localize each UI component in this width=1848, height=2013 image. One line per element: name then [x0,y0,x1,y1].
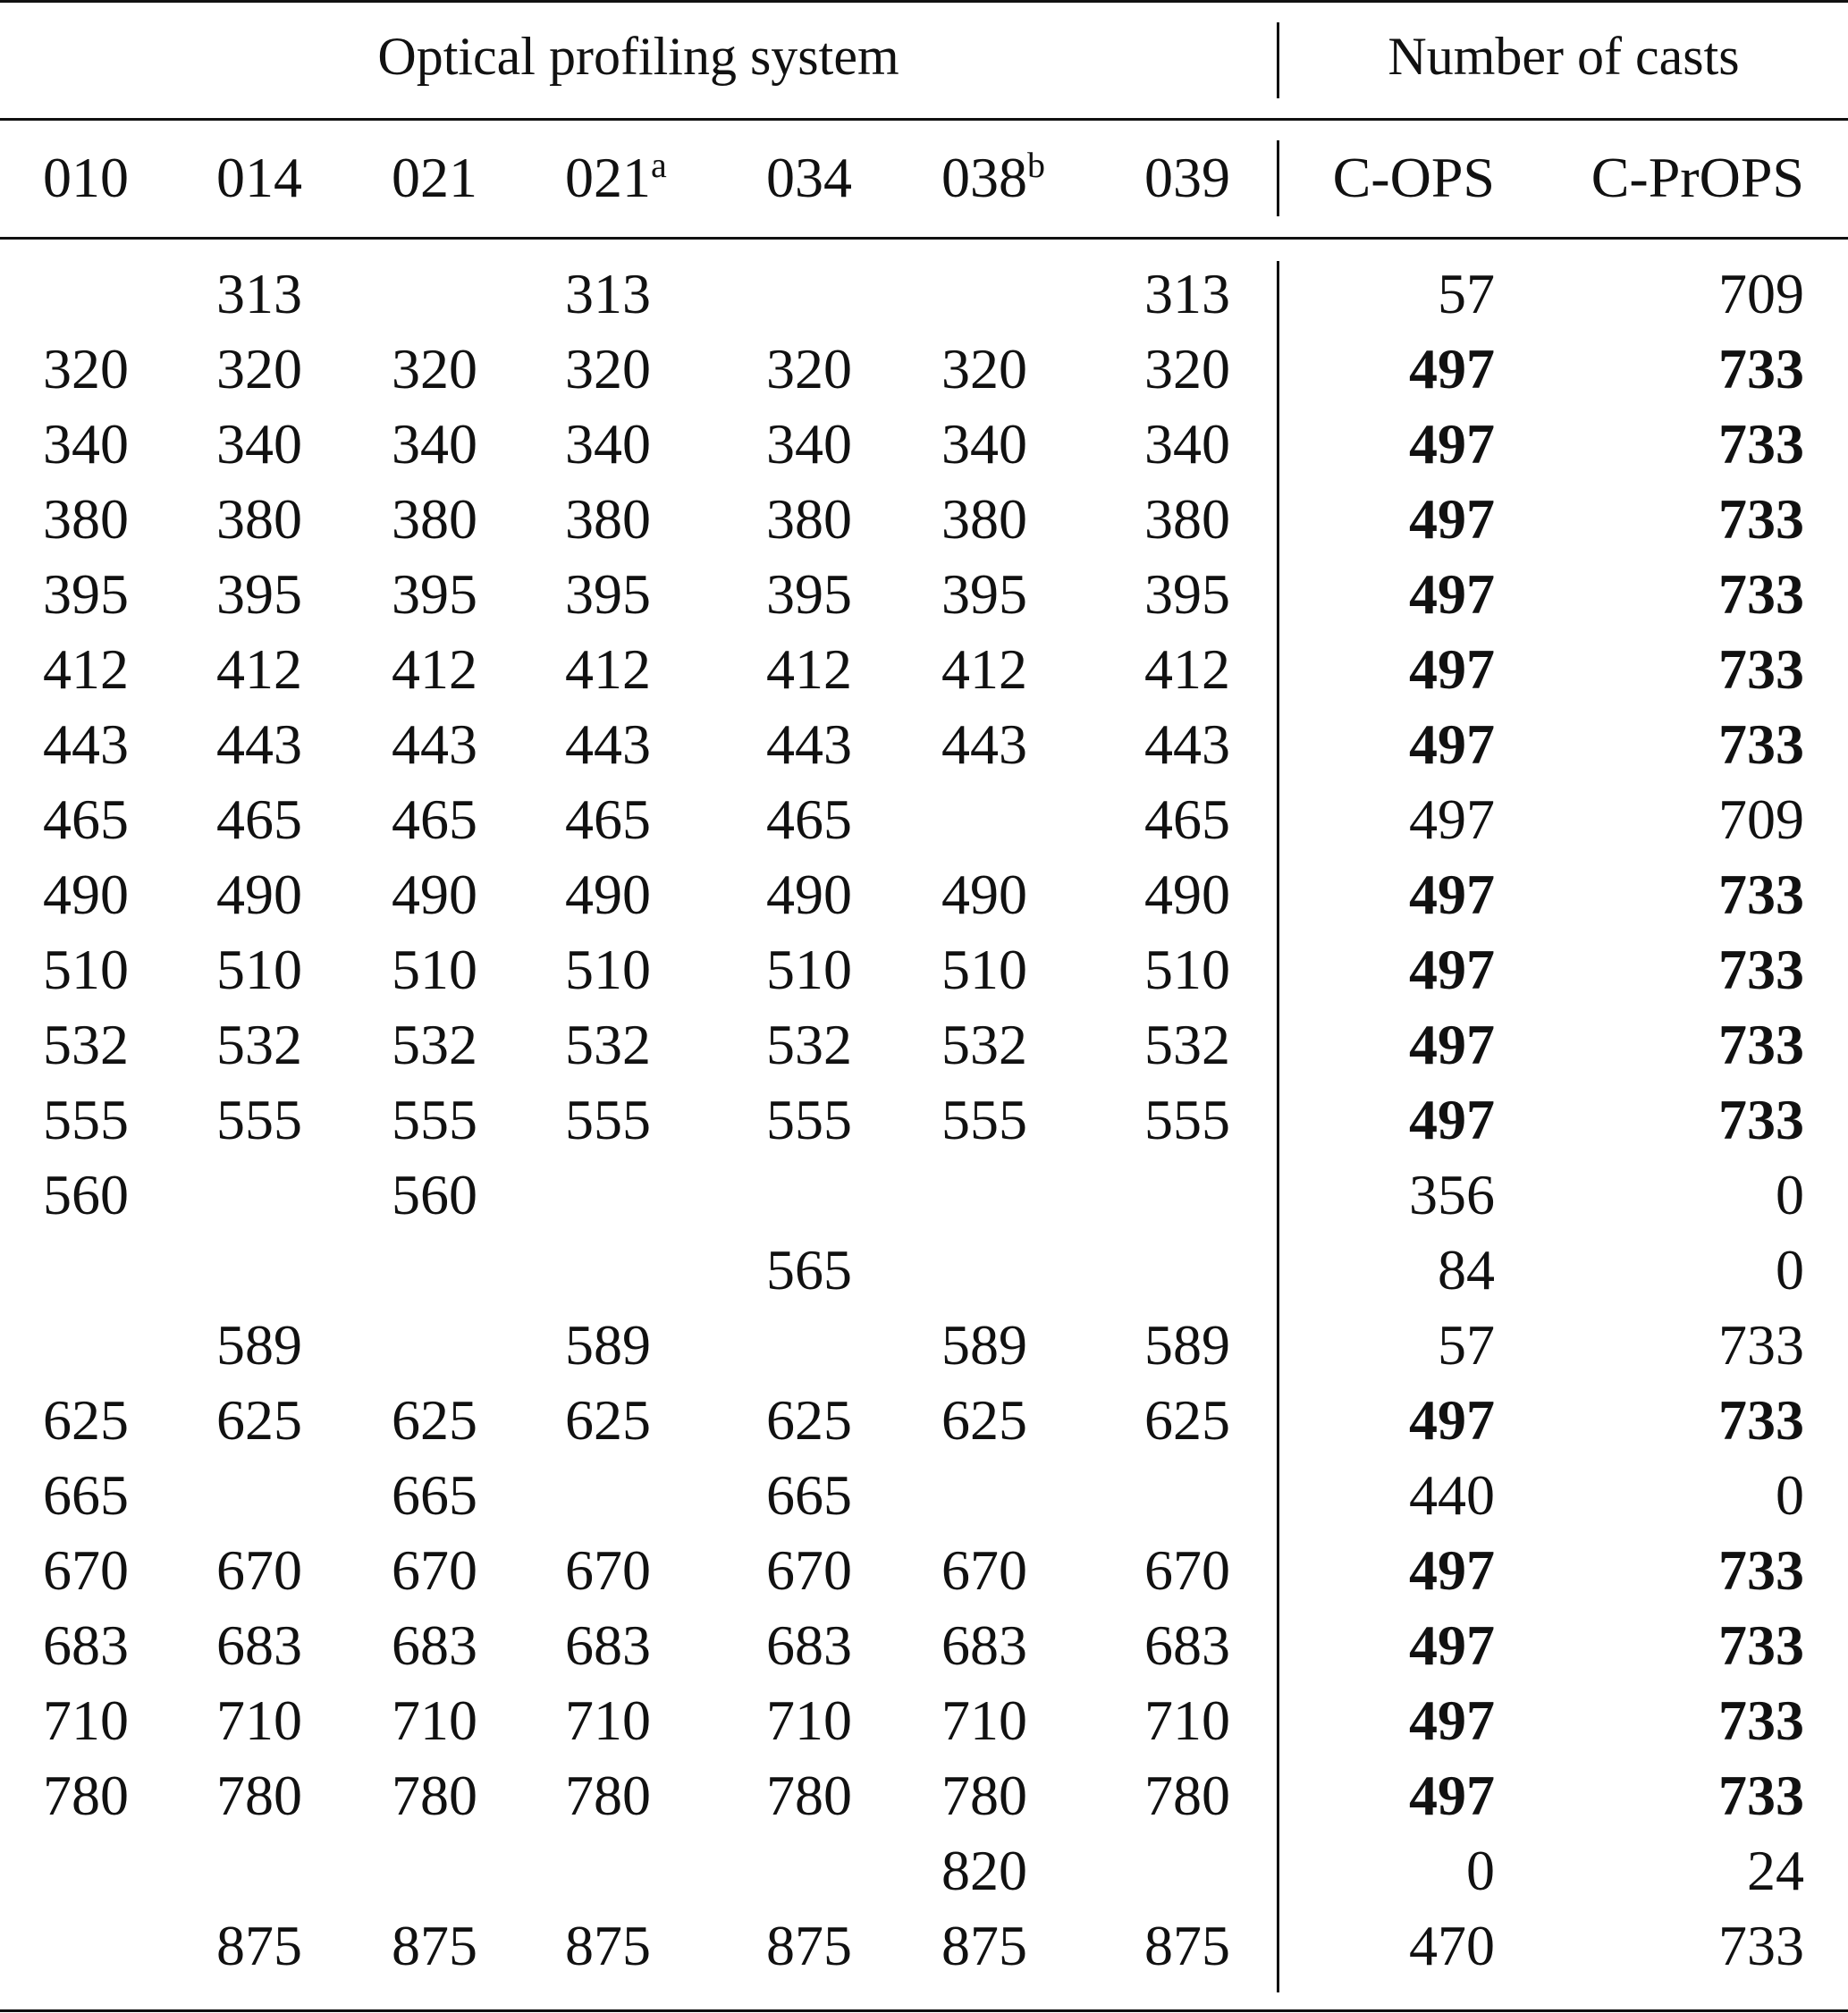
cell-wavelength-021a: 465 [565,788,651,851]
cell-count-crops: 733 [1718,1088,1804,1151]
cell-wavelength-014: 313 [216,262,302,325]
cell-wavelength-039: 510 [1144,938,1230,1001]
cell-wavelength-039: 313 [1144,262,1230,325]
cell-wavelength-021a: 589 [565,1313,651,1377]
cell-wavelength-021: 665 [392,1463,477,1527]
column-header-cops [1333,145,1495,211]
cell-wavelength-010: 443 [43,712,129,776]
cell-count-cops: 497 [1409,788,1495,851]
cell-count-cops: 497 [1409,863,1495,926]
cell-wavelength-038b: 589 [941,1313,1027,1377]
cell-count-crops: 733 [1718,337,1804,400]
cell-wavelength-021: 443 [392,712,477,776]
cell-wavelength-010: 395 [43,562,129,626]
cell-wavelength-038b: 670 [941,1538,1027,1602]
cell-wavelength-034: 412 [766,637,852,701]
cell-wavelength-021: 412 [392,637,477,701]
cell-wavelength-038b: 320 [941,337,1027,400]
cell-wavelength-021a: 683 [565,1613,651,1677]
group-header-number-of-casts: Number of casts [1388,27,1740,86]
cell-wavelength-039: 490 [1144,863,1230,926]
cell-wavelength-034: 710 [766,1689,852,1752]
cell-wavelength-014: 875 [216,1914,302,1977]
cell-wavelength-014: 490 [216,863,302,926]
column-header-rule [0,237,1848,240]
cell-wavelength-039: 589 [1144,1313,1230,1377]
cell-wavelength-039: 670 [1144,1538,1230,1602]
cell-wavelength-034: 670 [766,1538,852,1602]
cell-count-crops: 0 [1776,1463,1804,1527]
cell-wavelength-038b: 710 [941,1689,1027,1752]
cell-wavelength-034: 875 [766,1914,852,1977]
cell-count-cops: 497 [1409,712,1495,776]
cell-wavelength-010: 683 [43,1613,129,1677]
cell-count-cops: 84 [1438,1238,1495,1301]
cell-wavelength-010: 625 [43,1388,129,1452]
cell-wavelength-034: 555 [766,1088,852,1151]
cell-wavelength-010: 320 [43,337,129,400]
cell-wavelength-034: 532 [766,1013,852,1076]
cell-wavelength-038b: 555 [941,1088,1027,1151]
cell-wavelength-010: 412 [43,637,129,701]
cell-count-cops: 497 [1409,1764,1495,1827]
cell-wavelength-034: 683 [766,1613,852,1677]
column-header-021 [392,145,477,211]
cell-wavelength-034: 320 [766,337,852,400]
cell-wavelength-034: 465 [766,788,852,851]
cell-wavelength-034: 340 [766,412,852,476]
cell-wavelength-014: 780 [216,1764,302,1827]
cell-count-crops: 733 [1718,1764,1804,1827]
cell-wavelength-014: 710 [216,1689,302,1752]
cell-wavelength-034: 565 [766,1238,852,1301]
cell-wavelength-021a: 395 [565,562,651,626]
cell-count-crops: 733 [1718,1313,1804,1377]
cell-count-crops: 0 [1776,1238,1804,1301]
cell-wavelength-014: 443 [216,712,302,776]
cell-wavelength-021a: 670 [565,1538,651,1602]
cell-wavelength-010: 665 [43,1463,129,1527]
cell-wavelength-010: 465 [43,788,129,851]
cell-count-cops: 497 [1409,337,1495,400]
cell-wavelength-010: 670 [43,1538,129,1602]
cell-wavelength-021: 683 [392,1613,477,1677]
cell-wavelength-021: 380 [392,487,477,551]
cell-wavelength-021a: 875 [565,1914,651,1977]
cell-count-crops: 733 [1718,1914,1804,1977]
cell-count-cops: 497 [1409,487,1495,551]
column-header-034 [766,145,852,211]
column-header-014 [216,145,302,211]
cell-wavelength-021a: 555 [565,1088,651,1151]
cell-wavelength-034: 380 [766,487,852,551]
cell-wavelength-021: 465 [392,788,477,851]
cell-wavelength-039: 532 [1144,1013,1230,1076]
cell-wavelength-038b: 875 [941,1914,1027,1977]
cell-wavelength-010: 490 [43,863,129,926]
cell-wavelength-039: 380 [1144,487,1230,551]
cell-wavelength-038b: 443 [941,712,1027,776]
cell-wavelength-014: 380 [216,487,302,551]
cell-wavelength-021: 395 [392,562,477,626]
cell-wavelength-021: 510 [392,938,477,1001]
cell-count-crops: 733 [1718,1689,1804,1752]
cell-wavelength-039: 555 [1144,1088,1230,1151]
cell-wavelength-021a: 532 [565,1013,651,1076]
cell-wavelength-021a: 510 [565,938,651,1001]
cell-wavelength-038b: 412 [941,637,1027,701]
column-header-label: 039 [1144,146,1230,209]
cell-wavelength-014: 395 [216,562,302,626]
column-header-label: 038 [941,146,1027,209]
cell-wavelength-039: 340 [1144,412,1230,476]
cell-wavelength-038b: 490 [941,863,1027,926]
group-header-optical-profiling-system: Optical profiling system [377,27,899,86]
cell-wavelength-021a: 625 [565,1388,651,1452]
cell-count-crops: 733 [1718,1388,1804,1452]
cell-wavelength-010: 555 [43,1088,129,1151]
cell-wavelength-038b: 625 [941,1388,1027,1452]
group-header-rule [0,118,1848,121]
cell-wavelength-021a: 490 [565,863,651,926]
cell-wavelength-038b: 340 [941,412,1027,476]
cell-wavelength-010: 560 [43,1163,129,1226]
cell-count-crops: 24 [1747,1839,1804,1902]
cell-wavelength-010: 510 [43,938,129,1001]
cell-count-cops: 497 [1409,1613,1495,1677]
cell-wavelength-039: 780 [1144,1764,1230,1827]
cell-wavelength-021a: 320 [565,337,651,400]
cell-count-crops: 733 [1718,938,1804,1001]
cell-wavelength-010: 380 [43,487,129,551]
cell-wavelength-038b: 380 [941,487,1027,551]
cell-count-crops: 709 [1718,788,1804,851]
column-header-039 [1144,145,1230,211]
cell-wavelength-014: 683 [216,1613,302,1677]
cell-count-cops: 497 [1409,1689,1495,1752]
cell-count-cops: 356 [1409,1163,1495,1226]
column-header-label: C-OPS [1332,146,1495,209]
cell-wavelength-010: 710 [43,1689,129,1752]
cell-count-crops: 733 [1718,637,1804,701]
cell-wavelength-021: 625 [392,1388,477,1452]
cell-count-cops: 470 [1409,1914,1495,1977]
cell-wavelength-021: 532 [392,1013,477,1076]
cell-wavelength-014: 589 [216,1313,302,1377]
cell-count-crops: 733 [1718,712,1804,776]
cell-wavelength-021a: 443 [565,712,651,776]
cell-wavelength-039: 320 [1144,337,1230,400]
cell-wavelength-021a: 380 [565,487,651,551]
cell-wavelength-039: 412 [1144,637,1230,701]
column-header-021a [565,145,667,211]
cell-wavelength-014: 532 [216,1013,302,1076]
cell-wavelength-038b: 532 [941,1013,1027,1076]
cell-count-crops: 733 [1718,562,1804,626]
column-header-label: C-PrOPS [1591,146,1804,209]
cell-wavelength-021: 780 [392,1764,477,1827]
cell-wavelength-034: 443 [766,712,852,776]
cell-wavelength-038b: 780 [941,1764,1027,1827]
cell-count-cops: 440 [1409,1463,1495,1527]
cell-wavelength-039: 710 [1144,1689,1230,1752]
cell-wavelength-014: 670 [216,1538,302,1602]
column-header-label: 010 [43,146,129,209]
cell-count-crops: 733 [1718,412,1804,476]
cell-wavelength-010: 532 [43,1013,129,1076]
body-separator [1277,261,1279,1992]
top-rule [0,0,1848,3]
cell-wavelength-021: 670 [392,1538,477,1602]
cell-wavelength-039: 875 [1144,1914,1230,1977]
cell-count-cops: 497 [1409,1088,1495,1151]
cell-wavelength-034: 665 [766,1463,852,1527]
cell-wavelength-021a: 412 [565,637,651,701]
cell-count-cops: 57 [1438,262,1495,325]
cell-wavelength-010: 780 [43,1764,129,1827]
cell-wavelength-038b: 510 [941,938,1027,1001]
cell-wavelength-034: 625 [766,1388,852,1452]
cell-wavelength-034: 490 [766,863,852,926]
cell-wavelength-010: 340 [43,412,129,476]
cell-count-crops: 733 [1718,1613,1804,1677]
cell-count-crops: 733 [1718,1538,1804,1602]
cell-wavelength-034: 395 [766,562,852,626]
cell-wavelength-021a: 313 [565,262,651,325]
cell-wavelength-021: 710 [392,1689,477,1752]
cell-count-crops: 733 [1718,863,1804,926]
cell-wavelength-021: 555 [392,1088,477,1151]
column-header-038b [941,145,1045,211]
cell-wavelength-021: 490 [392,863,477,926]
cell-count-cops: 497 [1409,637,1495,701]
column-header-footnote-mark: b [1027,145,1045,185]
cell-count-cops: 497 [1409,412,1495,476]
cell-wavelength-014: 510 [216,938,302,1001]
cell-wavelength-038b: 395 [941,562,1027,626]
column-header-footnote-mark: a [651,145,667,185]
column-header-crops [1591,145,1804,211]
cell-wavelength-014: 412 [216,637,302,701]
cell-count-crops: 0 [1776,1163,1804,1226]
cell-wavelength-038b: 820 [941,1839,1027,1902]
cell-count-cops: 497 [1409,1538,1495,1602]
cell-count-cops: 497 [1409,1388,1495,1452]
cell-wavelength-014: 340 [216,412,302,476]
column-header-label: 014 [216,146,302,209]
cell-count-cops: 497 [1409,1013,1495,1076]
cell-wavelength-034: 510 [766,938,852,1001]
cell-wavelength-039: 443 [1144,712,1230,776]
cell-count-crops: 709 [1718,262,1804,325]
cell-wavelength-038b: 683 [941,1613,1027,1677]
cell-wavelength-014: 465 [216,788,302,851]
cell-wavelength-034: 780 [766,1764,852,1827]
cell-count-crops: 733 [1718,487,1804,551]
cell-wavelength-021: 875 [392,1914,477,1977]
column-header-label: 021 [565,146,651,209]
cell-count-cops: 497 [1409,938,1495,1001]
cell-wavelength-021a: 710 [565,1689,651,1752]
cell-count-cops: 497 [1409,562,1495,626]
cell-count-cops: 0 [1466,1839,1495,1902]
cell-wavelength-021: 340 [392,412,477,476]
cell-wavelength-014: 320 [216,337,302,400]
cell-wavelength-014: 625 [216,1388,302,1452]
cell-count-crops: 733 [1718,1013,1804,1076]
cell-wavelength-039: 395 [1144,562,1230,626]
cell-count-cops: 57 [1438,1313,1495,1377]
column-header-label: 034 [766,146,852,209]
cell-wavelength-021a: 340 [565,412,651,476]
cell-wavelength-021: 320 [392,337,477,400]
cell-wavelength-021a: 780 [565,1764,651,1827]
cell-wavelength-021: 560 [392,1163,477,1226]
bottom-rule [0,2009,1848,2012]
column-header-label: 021 [392,146,477,209]
column-header-010 [43,145,129,211]
cell-wavelength-039: 625 [1144,1388,1230,1452]
cell-wavelength-039: 465 [1144,788,1230,851]
cell-wavelength-014: 555 [216,1088,302,1151]
column-header-separator [1277,140,1279,216]
cell-wavelength-039: 683 [1144,1613,1230,1677]
